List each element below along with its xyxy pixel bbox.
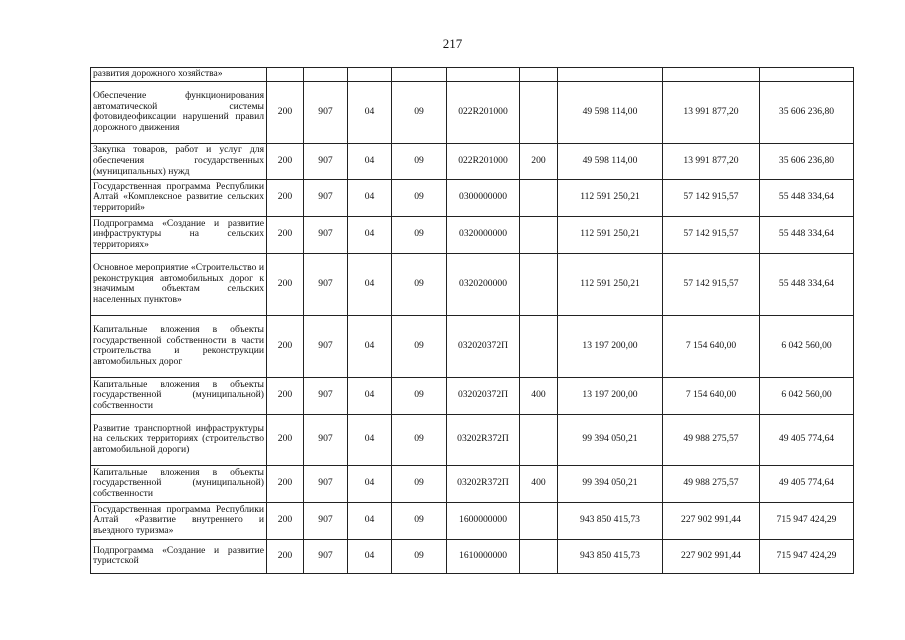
- table-row: [91, 179, 854, 216]
- cell-ved: 907: [304, 143, 348, 179]
- cell-pr: [392, 68, 447, 82]
- cell-s2: 227 902 991,44: [663, 539, 760, 573]
- cell-gr: 200: [267, 539, 304, 573]
- cell-gr: 200: [267, 377, 304, 414]
- cell-s3: [760, 68, 854, 82]
- cell-gr: 200: [267, 143, 304, 179]
- cell-vr: 400: [520, 465, 558, 502]
- cell-name: Капитальные вложения в объекты государственной (муниципальной) собственности: [91, 377, 267, 414]
- cell-csr: 03202R372П: [447, 414, 520, 465]
- table-row: [91, 216, 854, 253]
- cell-s1: 99 394 050,21: [558, 465, 663, 502]
- cell-s3: 6 042 560,00: [760, 315, 854, 377]
- cell-s2: 13 991 877,20: [663, 143, 760, 179]
- table-row: [91, 315, 854, 377]
- cell-name: Основное мероприятие «Строительство и реконструкция автомобильных дорог к значимым объектам сельских населенных пунктов»: [91, 253, 267, 315]
- cell-pr: 09: [392, 502, 447, 539]
- page-number: 217: [442, 36, 463, 51]
- cell-pr: 09: [392, 315, 447, 377]
- cell-ved: 907: [304, 502, 348, 539]
- cell-s2: 57 142 915,57: [663, 179, 760, 216]
- cell-csr: 03202R372П: [447, 465, 520, 502]
- cell-name: Подпрограмма «Создание и развитие инфраструктуры на сельских территориях»: [91, 216, 267, 253]
- cell-rz: 04: [348, 502, 392, 539]
- cell-pr: 09: [392, 377, 447, 414]
- cell-pr: 09: [392, 179, 447, 216]
- cell-csr: 022R201000: [447, 81, 520, 143]
- cell-rz: 04: [348, 253, 392, 315]
- cell-gr: 200: [267, 465, 304, 502]
- cell-vr: [520, 68, 558, 82]
- cell-gr: 200: [267, 253, 304, 315]
- cell-ved: 907: [304, 216, 348, 253]
- table-row: [91, 414, 854, 465]
- cell-s3: 35 606 236,80: [760, 143, 854, 179]
- cell-vr: 400: [520, 377, 558, 414]
- cell-pr: 09: [392, 414, 447, 465]
- table-row: [91, 377, 854, 414]
- cell-csr: 022R201000: [447, 143, 520, 179]
- cell-s2: 49 988 275,57: [663, 414, 760, 465]
- cell-s1: 49 598 114,00: [558, 143, 663, 179]
- cell-ved: 907: [304, 539, 348, 573]
- cell-csr: [447, 68, 520, 82]
- cell-ved: 907: [304, 414, 348, 465]
- budget-table: [90, 67, 854, 574]
- cell-rz: 04: [348, 315, 392, 377]
- cell-s2: 49 988 275,57: [663, 465, 760, 502]
- cell-pr: 09: [392, 143, 447, 179]
- cell-name: Подпрограмма «Создание и развитие туристской: [91, 539, 267, 573]
- cell-gr: 200: [267, 179, 304, 216]
- cell-s2: 227 902 991,44: [663, 502, 760, 539]
- cell-s3: 6 042 560,00: [760, 377, 854, 414]
- cell-s1: 13 197 200,00: [558, 377, 663, 414]
- cell-vr: [520, 216, 558, 253]
- cell-gr: 200: [267, 315, 304, 377]
- cell-pr: 09: [392, 465, 447, 502]
- cell-s3: 715 947 424,29: [760, 502, 854, 539]
- cell-gr: 200: [267, 81, 304, 143]
- cell-rz: [348, 68, 392, 82]
- cell-csr: 0320200000: [447, 253, 520, 315]
- cell-vr: 200: [520, 143, 558, 179]
- cell-csr: 1610000000: [447, 539, 520, 573]
- cell-s2: 13 991 877,20: [663, 81, 760, 143]
- cell-name: Капитальные вложения в объекты государственной собственности в части строительства и реконструкции автомобильных дорог: [91, 315, 267, 377]
- cell-gr: [267, 68, 304, 82]
- cell-ved: [304, 68, 348, 82]
- cell-ved: 907: [304, 81, 348, 143]
- cell-s1: 943 850 415,73: [558, 502, 663, 539]
- cell-pr: 09: [392, 216, 447, 253]
- cell-name: Капитальные вложения в объекты государственной (муниципальной) собственности: [91, 465, 267, 502]
- cell-vr: [520, 315, 558, 377]
- cell-rz: 04: [348, 414, 392, 465]
- table-row: [91, 502, 854, 539]
- cell-s2: [663, 68, 760, 82]
- cell-pr: 09: [392, 539, 447, 573]
- table-row: [91, 143, 854, 179]
- cell-s2: 57 142 915,57: [663, 216, 760, 253]
- cell-gr: 200: [267, 502, 304, 539]
- cell-rz: 04: [348, 179, 392, 216]
- cell-s2: 7 154 640,00: [663, 315, 760, 377]
- cell-gr: 200: [267, 216, 304, 253]
- cell-s1: 49 598 114,00: [558, 81, 663, 143]
- cell-vr: [520, 539, 558, 573]
- cell-csr: 0300000000: [447, 179, 520, 216]
- budget-table-body: [91, 68, 854, 574]
- cell-name: Государственная программа Республики Алтай «Развитие внутреннего и въездного туризма»: [91, 502, 267, 539]
- cell-s1: 112 591 250,21: [558, 216, 663, 253]
- cell-vr: [520, 502, 558, 539]
- cell-s3: 49 405 774,64: [760, 465, 854, 502]
- cell-name: Закупка товаров, работ и услуг для обеспечения государственных (муниципальных) нужд: [91, 143, 267, 179]
- cell-s2: 57 142 915,57: [663, 253, 760, 315]
- cell-gr: 200: [267, 414, 304, 465]
- cell-pr: 09: [392, 81, 447, 143]
- cell-csr: 032020372П: [447, 377, 520, 414]
- table-row: [91, 81, 854, 143]
- cell-s1: 13 197 200,00: [558, 315, 663, 377]
- cell-rz: 04: [348, 216, 392, 253]
- cell-csr: 1600000000: [447, 502, 520, 539]
- cell-rz: 04: [348, 465, 392, 502]
- cell-rz: 04: [348, 81, 392, 143]
- cell-rz: 04: [348, 143, 392, 179]
- cell-name: развития дорожного хозяйства»: [91, 68, 267, 82]
- cell-rz: 04: [348, 377, 392, 414]
- table-row: [91, 253, 854, 315]
- cell-s1: [558, 68, 663, 82]
- cell-s3: 49 405 774,64: [760, 414, 854, 465]
- cell-rz: 04: [348, 539, 392, 573]
- cell-s1: 112 591 250,21: [558, 253, 663, 315]
- cell-s1: 99 394 050,21: [558, 414, 663, 465]
- table-row: [91, 68, 854, 82]
- table-row: [91, 539, 854, 573]
- cell-ved: 907: [304, 377, 348, 414]
- cell-csr: 0320000000: [447, 216, 520, 253]
- cell-s2: 7 154 640,00: [663, 377, 760, 414]
- cell-vr: [520, 253, 558, 315]
- cell-name: Развитие транспортной инфраструктуры на сельских территориях (строительство автомобильной дороги): [91, 414, 267, 465]
- cell-vr: [520, 81, 558, 143]
- table-row: [91, 465, 854, 502]
- cell-s3: 715 947 424,29: [760, 539, 854, 573]
- cell-ved: 907: [304, 253, 348, 315]
- cell-name: Государственная программа Республики Алтай «Комплексное развитие сельских территорий»: [91, 179, 267, 216]
- cell-s1: 943 850 415,73: [558, 539, 663, 573]
- cell-ved: 907: [304, 179, 348, 216]
- cell-s3: 55 448 334,64: [760, 216, 854, 253]
- cell-ved: 907: [304, 315, 348, 377]
- cell-vr: [520, 414, 558, 465]
- cell-vr: [520, 179, 558, 216]
- cell-s3: 55 448 334,64: [760, 179, 854, 216]
- cell-name: Обеспечение функционирования автоматической системы фотовидеофиксации нарушений правил дорожного движения: [91, 81, 267, 143]
- cell-s3: 35 606 236,80: [760, 81, 854, 143]
- cell-pr: 09: [392, 253, 447, 315]
- cell-s1: 112 591 250,21: [558, 179, 663, 216]
- cell-s3: 55 448 334,64: [760, 253, 854, 315]
- cell-csr: 032020372П: [447, 315, 520, 377]
- cell-ved: 907: [304, 465, 348, 502]
